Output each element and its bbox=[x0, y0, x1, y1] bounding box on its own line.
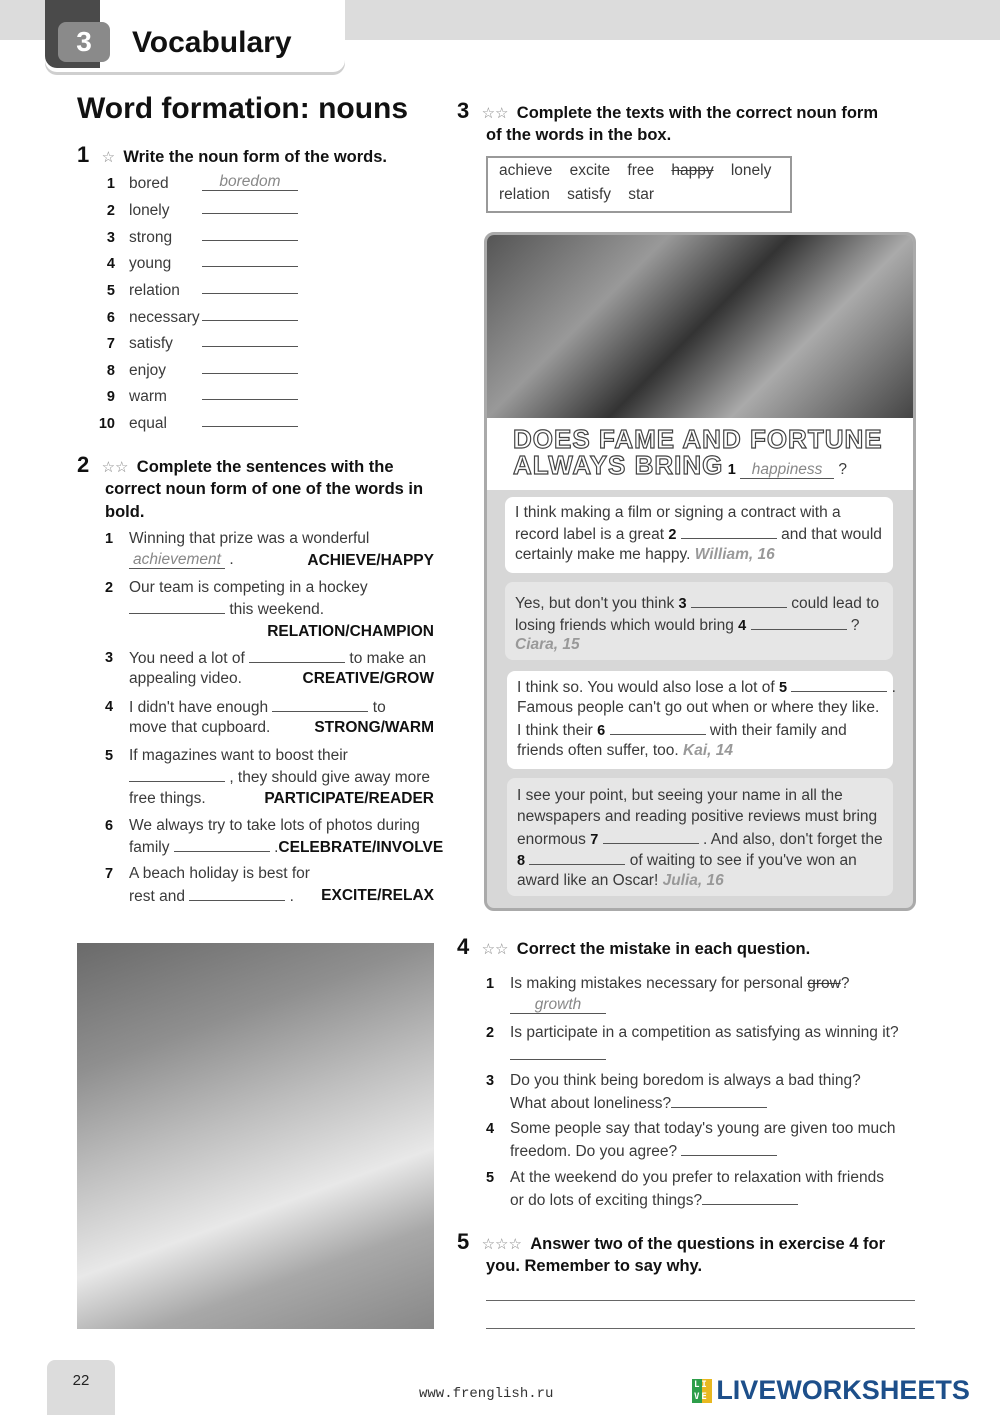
item-text: We always try to take lots of photos during bbox=[129, 817, 420, 834]
gap-number: 7 bbox=[590, 832, 599, 848]
bubble-text: I think making a film or signing a contract with a bbox=[515, 504, 841, 521]
answer-field[interactable] bbox=[202, 360, 298, 374]
bubble-text: friends often suffer, too. bbox=[517, 742, 679, 759]
author: Ciara, 15 bbox=[515, 636, 580, 653]
answer-field[interactable] bbox=[751, 616, 847, 630]
answer-line[interactable] bbox=[486, 1328, 915, 1329]
article-title-line: ALWAYS BRING bbox=[513, 450, 724, 480]
box-word: free bbox=[627, 162, 655, 179]
item-number: 5 bbox=[486, 1170, 495, 1186]
ex1-heading bbox=[77, 142, 387, 168]
speech-bubble bbox=[505, 582, 893, 660]
item-number: 8 bbox=[106, 363, 115, 379]
item-word: enjoy bbox=[129, 362, 167, 379]
answer-field[interactable] bbox=[681, 1142, 777, 1156]
item-text: rest and bbox=[129, 888, 186, 905]
box-word: lonely bbox=[730, 162, 772, 179]
box-word: relation bbox=[499, 186, 550, 203]
item-text: . bbox=[274, 839, 279, 856]
item-text: move that cupboard. bbox=[129, 719, 271, 736]
item-text: , they should give away more bbox=[229, 769, 431, 786]
item-text: ? bbox=[838, 461, 848, 478]
speech-bubble bbox=[505, 497, 893, 573]
item-word: warm bbox=[129, 388, 167, 405]
page-number: 22 bbox=[47, 1360, 115, 1415]
answer-field[interactable] bbox=[202, 227, 298, 241]
answer-field[interactable]: boredom bbox=[202, 174, 298, 191]
item-text: family bbox=[129, 839, 170, 856]
answer-field[interactable]: happiness bbox=[740, 462, 834, 479]
item-text: What about loneliness? bbox=[510, 1095, 672, 1112]
item-text: At the weekend do you prefer to relaxation with friends bbox=[510, 1169, 884, 1186]
gap-number: 6 bbox=[597, 723, 606, 739]
unit-title: Vocabulary bbox=[132, 26, 292, 59]
unit-number-badge: 3 bbox=[58, 22, 110, 62]
item-text: to bbox=[372, 699, 386, 716]
ex3-number: 3 bbox=[457, 98, 470, 123]
item-number: 2 bbox=[105, 580, 114, 596]
author: William, 16 bbox=[694, 546, 775, 563]
website-url: www.frenglish.ru bbox=[419, 1386, 554, 1402]
ex3-instruction-line: Complete the texts with the correct noun form bbox=[516, 104, 878, 122]
cue-words: RELATION/CHAMPION bbox=[267, 623, 434, 640]
ex5-heading bbox=[457, 1229, 885, 1255]
answer-field[interactable] bbox=[202, 386, 298, 400]
item-word: necessary bbox=[129, 309, 200, 326]
article-title-line: DOES FAME AND FORTUNE bbox=[513, 424, 883, 454]
item-text: I didn't have enough bbox=[129, 699, 269, 716]
item-text: If magazines want to boost their bbox=[129, 747, 348, 764]
ex2-instruction-line: correct noun form of one of the words in bbox=[105, 480, 424, 498]
item-number: 1 bbox=[105, 531, 114, 547]
star-icon: ☆☆ bbox=[481, 941, 509, 958]
item-text: this weekend. bbox=[229, 601, 325, 618]
ex4-instruction: Correct the mistake in each question. bbox=[516, 940, 811, 958]
item-text: ? bbox=[840, 975, 850, 992]
answer-field[interactable] bbox=[202, 413, 298, 427]
item-number: 6 bbox=[106, 310, 115, 326]
word-box-row bbox=[499, 162, 771, 180]
item-text: Is making mistakes necessary for personal bbox=[510, 975, 803, 992]
article-title bbox=[487, 418, 913, 490]
cue-words: CREATIVE/GROW bbox=[302, 670, 434, 687]
item-word: bored bbox=[129, 175, 169, 192]
item-number: 3 bbox=[105, 650, 114, 666]
cue-words: ACHIEVE/HAPPY bbox=[307, 552, 434, 569]
bubble-text: enormous bbox=[517, 831, 586, 848]
item-number: 4 bbox=[105, 699, 114, 715]
answer-field[interactable] bbox=[702, 1191, 798, 1205]
gap-number: 4 bbox=[738, 618, 747, 634]
gap-number: 5 bbox=[778, 680, 788, 696]
cue-words: CELEBRATE/INVOLVE bbox=[278, 839, 444, 856]
answer-field[interactable]: achievement bbox=[129, 552, 225, 569]
bubble-text: Yes, but don't you think bbox=[515, 595, 675, 612]
ex3-heading bbox=[457, 98, 878, 124]
cue-words: STRONG/WARM bbox=[314, 719, 434, 736]
answer-field[interactable] bbox=[129, 768, 225, 782]
bubble-text: I think their bbox=[517, 722, 593, 739]
item-text: or do lots of exciting things? bbox=[510, 1192, 703, 1209]
ex4-number: 4 bbox=[457, 934, 470, 959]
item-text: freedom. Do you agree? bbox=[510, 1143, 678, 1160]
bubble-text: with their family and bbox=[709, 722, 847, 739]
item-text: appealing video. bbox=[129, 670, 242, 687]
item-number: 4 bbox=[106, 256, 115, 272]
liveworksheets-logo bbox=[692, 1375, 970, 1406]
crossed-word: grow bbox=[807, 975, 841, 992]
cue-words: EXCITE/RELAX bbox=[321, 887, 434, 904]
author: Julia, 16 bbox=[662, 872, 724, 889]
answer-field[interactable] bbox=[603, 830, 699, 844]
ex2-heading bbox=[77, 452, 394, 478]
item-word: relation bbox=[129, 282, 180, 299]
item-text: to make an bbox=[349, 650, 427, 667]
bubble-text: award like an Oscar! bbox=[517, 872, 659, 889]
item-word: equal bbox=[129, 415, 167, 432]
answer-field[interactable] bbox=[202, 200, 298, 214]
ex4-heading bbox=[457, 934, 810, 960]
speech-bubble bbox=[507, 778, 893, 896]
item-number: 5 bbox=[105, 748, 114, 764]
page-title: Word formation: nouns bbox=[77, 92, 409, 125]
brand-text: LIVEWORKSHEETS bbox=[716, 1375, 970, 1405]
item-number: 1 bbox=[486, 976, 495, 992]
item-number: 3 bbox=[486, 1073, 495, 1089]
item-text: Is participate in a competition as satisfying as winning it? bbox=[510, 1024, 899, 1041]
bubble-text: I see your point, but seeing your name in all the bbox=[517, 787, 843, 804]
ex1-instruction: Write the noun form of the words. bbox=[123, 148, 388, 166]
item-number: 1 bbox=[106, 176, 115, 192]
logo-badge-icon: LIVE bbox=[692, 1379, 712, 1403]
bubble-text: . bbox=[891, 679, 896, 696]
answer-field[interactable] bbox=[129, 600, 225, 614]
answer-field[interactable] bbox=[791, 678, 887, 692]
item-text: A beach holiday is best for bbox=[129, 865, 310, 882]
star-icon: ☆ bbox=[101, 149, 116, 166]
cue-words: PARTICIPATE/READER bbox=[264, 790, 434, 807]
item-number: 4 bbox=[486, 1121, 495, 1137]
bubble-text: I think so. You would also lose a lot of bbox=[517, 679, 775, 696]
bubble-text: and that would bbox=[781, 526, 882, 543]
item-text: Our team is competing in a hockey bbox=[129, 579, 368, 596]
ex2-instruction-line: bold. bbox=[105, 503, 145, 521]
item-number: 10 bbox=[98, 416, 115, 432]
box-word: excite bbox=[569, 162, 611, 179]
crowd-photo bbox=[487, 235, 913, 418]
box-word: satisfy bbox=[567, 186, 612, 203]
bubble-text: losing friends which would bring bbox=[515, 617, 734, 634]
item-number: 9 bbox=[106, 389, 115, 405]
box-word-crossed: happy bbox=[671, 162, 714, 179]
star-icon: ☆☆ bbox=[481, 105, 509, 122]
ex2-instruction-line: Complete the sentences with the bbox=[136, 458, 394, 476]
bubble-text: of waiting to see if you've won an bbox=[629, 852, 857, 869]
gap-number: 1 bbox=[727, 462, 736, 478]
ex5-number: 5 bbox=[457, 1229, 470, 1254]
item-word: young bbox=[129, 255, 172, 272]
ex5-instruction-line: you. Remember to say why. bbox=[486, 1257, 703, 1275]
item-text: You need a lot of bbox=[129, 650, 245, 667]
bubble-text: record label is a great bbox=[515, 526, 665, 543]
author: Kai, 14 bbox=[683, 742, 734, 759]
item-number: 6 bbox=[105, 818, 114, 834]
item-word: lonely bbox=[129, 202, 170, 219]
item-number: 7 bbox=[105, 866, 114, 882]
article-panel bbox=[484, 232, 916, 911]
star-icon: ☆☆ bbox=[101, 459, 129, 476]
answer-field[interactable] bbox=[272, 698, 368, 712]
answer-field[interactable] bbox=[202, 253, 298, 267]
answer-field[interactable] bbox=[249, 649, 345, 663]
answer-field[interactable] bbox=[189, 887, 285, 901]
answer-field[interactable] bbox=[681, 525, 777, 539]
ex5-instruction-line: Answer two of the questions in exercise 4 for bbox=[530, 1235, 886, 1253]
answer-field[interactable] bbox=[510, 1046, 606, 1060]
gap-number: 8 bbox=[517, 853, 526, 869]
ex2-number: 2 bbox=[77, 452, 90, 477]
speech-bubble bbox=[507, 671, 896, 769]
coastline-photo bbox=[77, 943, 434, 1329]
ex3-instruction-line: of the words in the box. bbox=[486, 126, 672, 144]
item-number: 5 bbox=[106, 283, 115, 299]
bubble-text: Famous people can't go out when or where they like. bbox=[517, 699, 880, 716]
gap-number: 2 bbox=[668, 527, 677, 543]
answer-field[interactable] bbox=[529, 851, 625, 865]
item-text: Do you think being boredom is always a bad thing? bbox=[510, 1072, 861, 1089]
gap-number: 3 bbox=[678, 596, 687, 612]
item-word: strong bbox=[129, 229, 173, 246]
bubble-text: ? bbox=[850, 617, 860, 634]
item-text: Winning that prize was a wonderful bbox=[129, 530, 370, 547]
answer-field[interactable] bbox=[174, 838, 270, 852]
item-number: 7 bbox=[106, 336, 115, 352]
answer-field[interactable] bbox=[202, 280, 298, 294]
item-number: 2 bbox=[106, 203, 115, 219]
item-number: 3 bbox=[106, 230, 115, 246]
answer-field[interactable] bbox=[671, 1094, 767, 1108]
star-icon: ☆☆☆ bbox=[481, 1236, 522, 1253]
item-text: . bbox=[289, 888, 294, 905]
bubble-text: could lead to bbox=[791, 595, 880, 612]
bubble-text: newspapers and reading positive reviews must bring bbox=[517, 808, 878, 825]
bubble-text: . And also, don't forget the bbox=[702, 831, 883, 848]
item-text: . bbox=[229, 551, 234, 568]
item-word: satisfy bbox=[129, 335, 173, 352]
bubble-text: certainly make me happy. bbox=[515, 546, 691, 563]
answer-field[interactable] bbox=[610, 721, 706, 735]
item-number: 2 bbox=[486, 1025, 495, 1041]
word-box bbox=[486, 156, 792, 213]
item-text: Some people say that today's young are given too much bbox=[510, 1120, 896, 1137]
answer-field[interactable] bbox=[691, 594, 787, 608]
word-box-row bbox=[499, 186, 654, 204]
item-text: free things. bbox=[129, 790, 206, 807]
box-word: star bbox=[628, 186, 655, 203]
answer-field[interactable] bbox=[202, 307, 298, 321]
ex1-number: 1 bbox=[77, 142, 90, 167]
answer-field[interactable]: growth bbox=[510, 997, 606, 1014]
answer-line[interactable] bbox=[486, 1300, 915, 1301]
box-word: achieve bbox=[499, 162, 553, 179]
answer-field[interactable] bbox=[202, 333, 298, 347]
